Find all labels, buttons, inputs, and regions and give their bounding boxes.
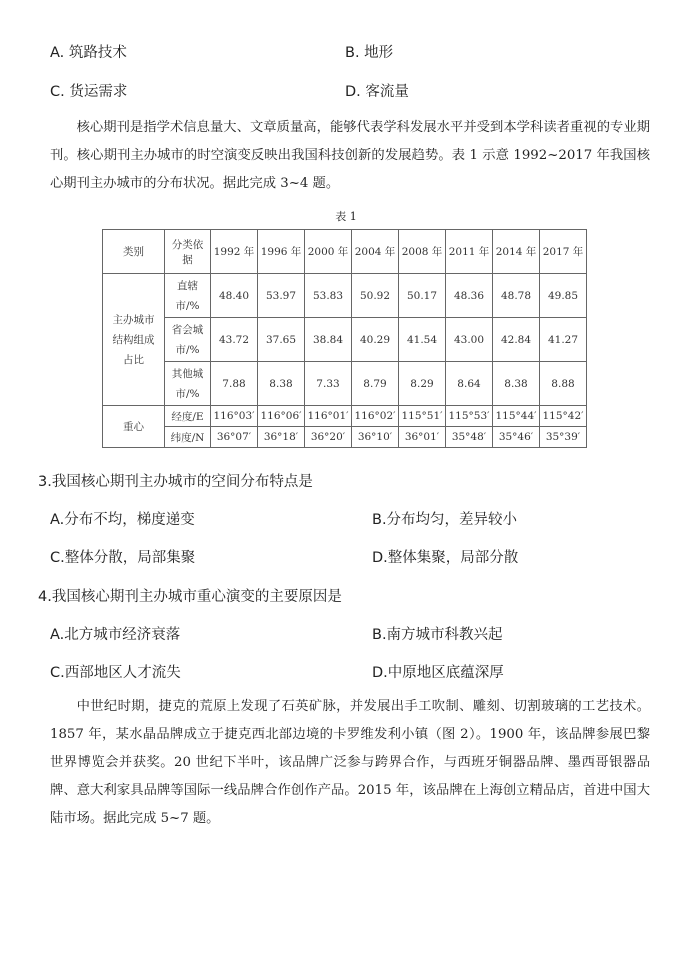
question-3-option-c: C.整体分散，局部集聚 <box>50 550 196 566</box>
option-b: B. 地形 <box>345 45 394 61</box>
group-label-structure: 主办城市结构组成占比 <box>103 274 165 406</box>
table-row <box>103 406 587 427</box>
question-4-option-d: D.中原地区底蕴深厚 <box>372 665 504 681</box>
question-4-stem: 4.我国核心期刊主办城市重心演变的主要原因是 <box>38 589 342 605</box>
row-basis: 省会城市/% <box>165 318 211 362</box>
table-cell: 48.78 <box>493 274 540 318</box>
header-year: 2004 年 <box>352 230 399 274</box>
table-cell: 116°02′ <box>352 406 399 427</box>
header-year: 2000 年 <box>305 230 352 274</box>
table-cell: 50.92 <box>352 274 399 318</box>
table-cell: 53.83 <box>305 274 352 318</box>
table-cell: 36°18′ <box>258 427 305 448</box>
header-year: 1996 年 <box>258 230 305 274</box>
row-basis: 直辖市/% <box>165 274 211 318</box>
header-year: 2008 年 <box>399 230 446 274</box>
option-d: D. 客流量 <box>345 84 409 100</box>
header-category: 类别 <box>103 230 165 274</box>
header-year: 2014 年 <box>493 230 540 274</box>
table-cell: 116°03′ <box>211 406 258 427</box>
passage-text: 核心期刊是指学术信息量大、文章质量高，能够代表学科发展水平并受到本学科读者重视的专业期刊。核心期刊主办城市的时空演变反映出我国科技创新的发展趋势。表 1 示意 1992~2017 年我国核心期刊主办城市的分布状况。据此完成 3~4 题。 <box>50 120 650 191</box>
table-cell: 43.72 <box>211 318 258 362</box>
table-cell: 40.29 <box>352 318 399 362</box>
option-c: C. 货运需求 <box>50 84 128 100</box>
table-cell: 49.85 <box>540 274 587 318</box>
group-label-centroid: 重心 <box>103 406 165 448</box>
table-cell: 116°01′ <box>305 406 352 427</box>
table-cell: 42.84 <box>493 318 540 362</box>
row-basis: 经度/E <box>165 406 211 427</box>
header-year: 2017 年 <box>540 230 587 274</box>
table-row <box>103 274 587 318</box>
header-year: 1992 年 <box>211 230 258 274</box>
table-cell: 48.36 <box>446 274 493 318</box>
table-cell: 43.00 <box>446 318 493 362</box>
table-cell: 8.79 <box>352 362 399 406</box>
table-row <box>103 362 587 406</box>
table-cell: 116°06′ <box>258 406 305 427</box>
table-cell: 36°10′ <box>352 427 399 448</box>
question-4-option-a: A.北方城市经济衰落 <box>50 627 181 643</box>
question-4-option-c: C.西部地区人才流失 <box>50 665 181 681</box>
question-4-option-b: B.南方城市科教兴起 <box>372 627 503 643</box>
data-table <box>102 229 587 448</box>
table-cell: 115°53′ <box>446 406 493 427</box>
table-cell: 115°42′ <box>540 406 587 427</box>
table-row <box>103 427 587 448</box>
header-year: 2011 年 <box>446 230 493 274</box>
table-cell: 7.33 <box>305 362 352 406</box>
table-cell: 35°48′ <box>446 427 493 448</box>
table-row <box>103 318 587 362</box>
table-cell: 36°07′ <box>211 427 258 448</box>
table-cell: 8.88 <box>540 362 587 406</box>
table-cell: 53.97 <box>258 274 305 318</box>
table-header-row <box>103 230 587 274</box>
table-cell: 115°51′ <box>399 406 446 427</box>
table-cell: 48.40 <box>211 274 258 318</box>
row-basis: 其他城市/% <box>165 362 211 406</box>
table-cell: 35°39′ <box>540 427 587 448</box>
header-basis: 分类依据 <box>165 230 211 274</box>
question-3-stem: 3.我国核心期刊主办城市的空间分布特点是 <box>38 474 313 490</box>
question-3-option-a: A.分布不均，梯度递变 <box>50 512 195 528</box>
table-cell: 50.17 <box>399 274 446 318</box>
table-cell: 8.38 <box>493 362 540 406</box>
table-cell: 36°20′ <box>305 427 352 448</box>
table-cell: 115°44′ <box>493 406 540 427</box>
question-3-option-d: D.整体集聚，局部分散 <box>372 550 519 566</box>
table-cell: 41.27 <box>540 318 587 362</box>
table-cell: 7.88 <box>211 362 258 406</box>
table-cell: 41.54 <box>399 318 446 362</box>
table-cell: 8.29 <box>399 362 446 406</box>
table-cell: 35°46′ <box>493 427 540 448</box>
row-basis: 纬度/N <box>165 427 211 448</box>
table-cell: 8.64 <box>446 362 493 406</box>
table-cell: 36°01′ <box>399 427 446 448</box>
table-cell: 37.65 <box>258 318 305 362</box>
table-cell: 8.38 <box>258 362 305 406</box>
table-caption: 表 1 <box>335 210 357 223</box>
table-cell: 38.84 <box>305 318 352 362</box>
passage-crystal-brand <box>50 693 650 833</box>
question-3-option-b: B.分布均匀，差异较小 <box>372 512 518 528</box>
passage-core-journals <box>50 114 650 198</box>
passage-text: 中世纪时期，捷克的荒原上发现了石英矿脉，并发展出手工吹制、雕刻、切割玻璃的工艺技术。1857 年，某水晶品牌成立于捷克西北部边境的卡罗维发利小镇（图 2）。1900 年，该品牌参展巴黎世界博览会并获奖。20 世纪下半叶，该品牌广泛参与跨界合作，与西班牙铜器品牌、墨西哥银器品牌、意大利家具品牌等国际一线品牌合作创作产品。2015 年，该品牌在上海创立精品店，首进中国大陆市场。据此完成 5~7 题。 <box>50 699 650 826</box>
option-a: A. 筑路技术 <box>50 45 127 61</box>
